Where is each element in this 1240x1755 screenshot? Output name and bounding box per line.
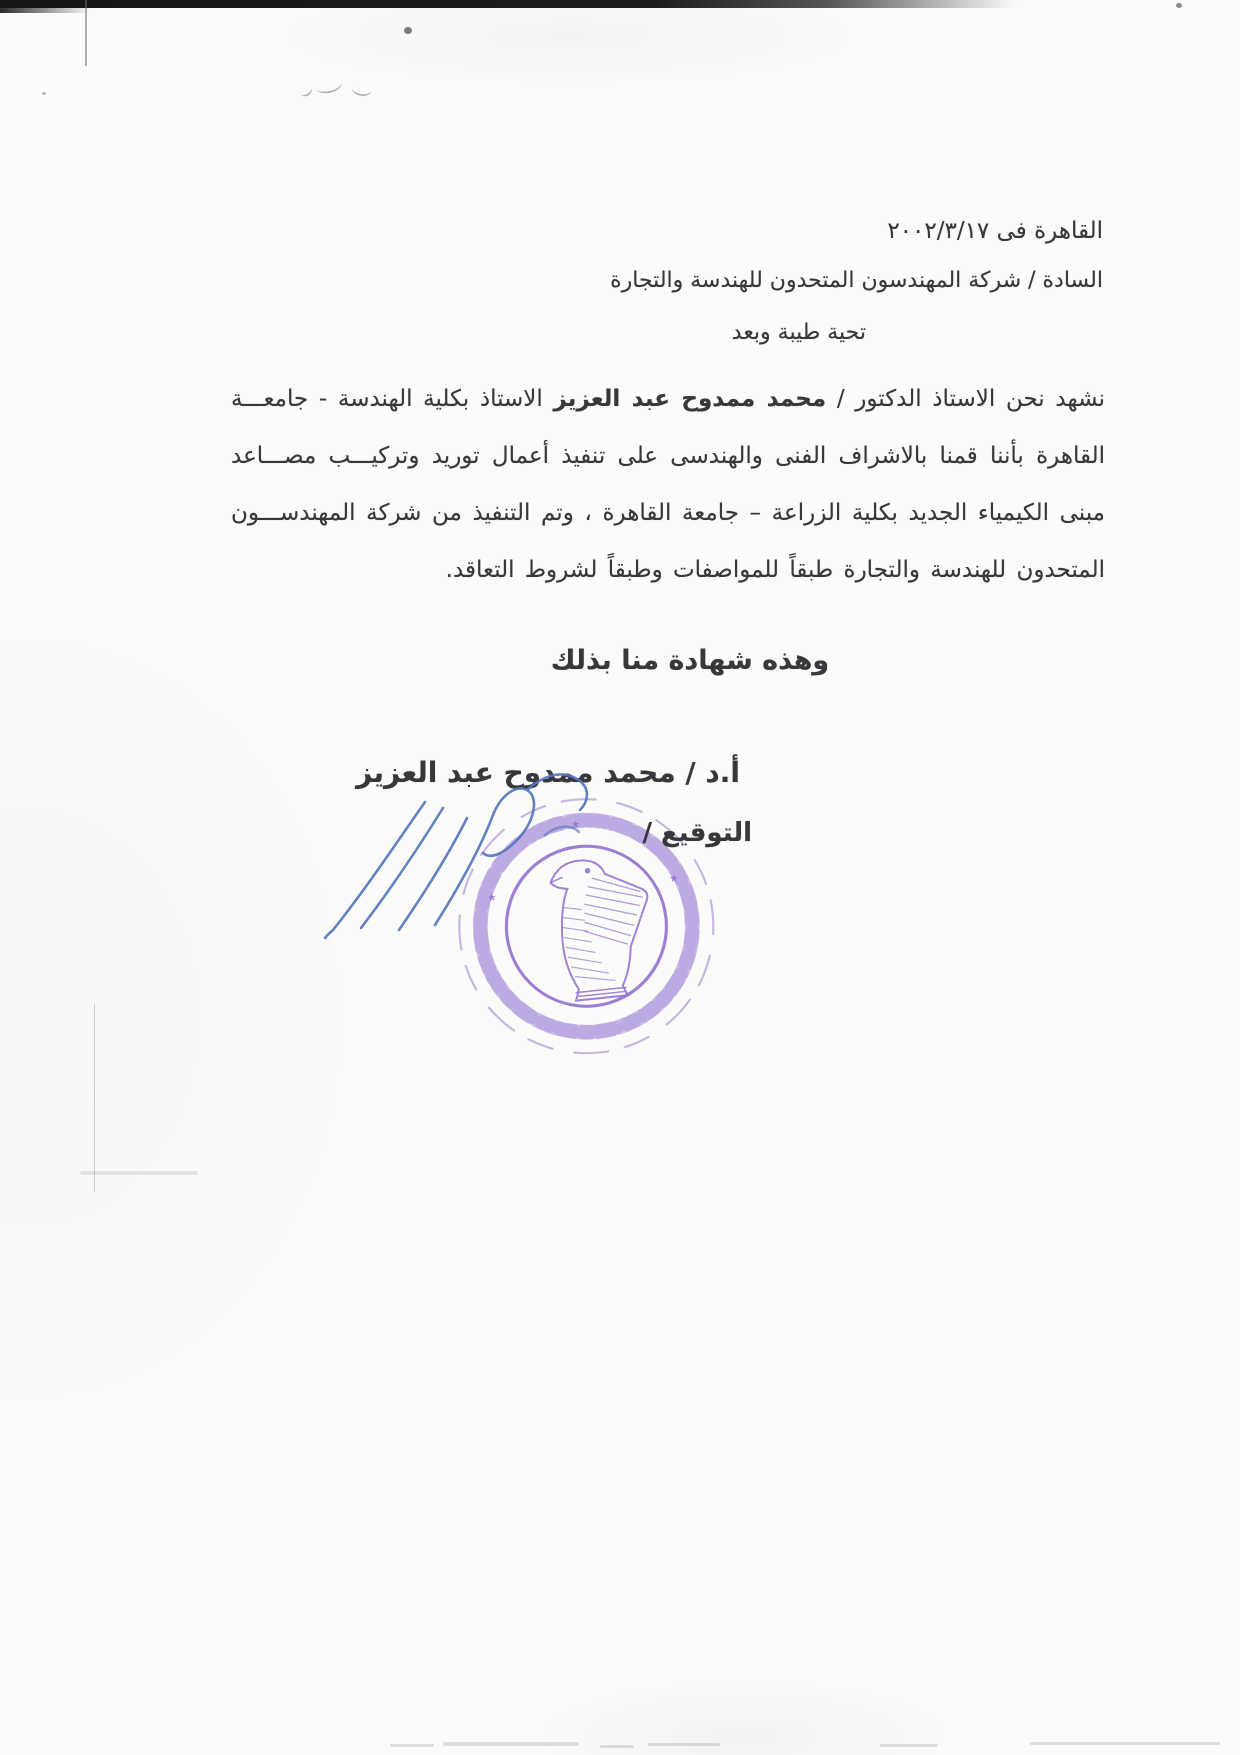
signature-stroke (325, 802, 425, 938)
pencil-scribble-artifact (351, 81, 373, 98)
signer-name: أ.د / محمد ممدوح عبد العزيز (356, 756, 740, 789)
scan-edge-top-artifact-2 (0, 8, 90, 13)
scan-smudge (880, 1744, 938, 1747)
scan-smudge (390, 1744, 434, 1747)
attestation-line: وهذه شهادة منا بذلك (550, 645, 830, 676)
signature-stroke (399, 818, 467, 930)
signature-stroke (361, 808, 443, 928)
scan-smudge (600, 1745, 634, 1748)
date-line: القاهرة فى ٢٠٠٢/٣/١٧ (887, 218, 1103, 244)
body-intro-text: نشهد نحن الاستاذ الدكتور / (826, 386, 1105, 412)
pencil-scribble-artifact (298, 84, 313, 99)
signature-label: التوقيع / (642, 818, 752, 848)
scan-smudge (1030, 1742, 1220, 1745)
pencil-scribble-artifact (315, 75, 344, 96)
body-rest-text: الاستاذ بكلية الهندسة - جامعـــة القاهرة بأننا قمنا بالاشراف الفنى والهندسى على تنفيذ أعمال توريد وتركيـــب مصـــاعد مبنى الكيمياء الجديد بكلية الزراعة – جامعة القاهرة ، وتم التنفيذ من شركة المهندســـون المتحدون للهندسة والتجارة طبقاً للمواصفات وطبقاً لشروط التعاقد. (231, 386, 1105, 583)
ink-speck (1176, 3, 1182, 8)
greeting-line: تحية طيبة وبعد (731, 320, 866, 345)
scan-smudge (443, 1742, 579, 1746)
svg-text:٭: ٭ (569, 813, 582, 836)
signature-stroke (527, 774, 587, 810)
scan-vertical-line-artifact (85, 0, 87, 66)
svg-text:٭: ٭ (667, 867, 680, 890)
handwritten-signature (295, 740, 675, 950)
body-paragraph (231, 371, 1105, 599)
scan-edge-top-artifact (0, 0, 1060, 8)
certified-engineer-name: محمد ممدوح عبد العزيز (553, 386, 827, 412)
ink-speck (404, 27, 412, 34)
signature-stroke (545, 827, 579, 835)
signature-stroke (435, 789, 534, 925)
scan-smudge (648, 1743, 720, 1746)
scan-vertical-line-artifact-2 (94, 1004, 95, 1192)
svg-text:٭: ٭ (485, 886, 498, 909)
ink-speck (42, 92, 46, 95)
scan-smudge (80, 1171, 198, 1175)
addressee-line: السادة / شركة المهندسون المتحدون للهندسة والتجارة (610, 268, 1103, 293)
